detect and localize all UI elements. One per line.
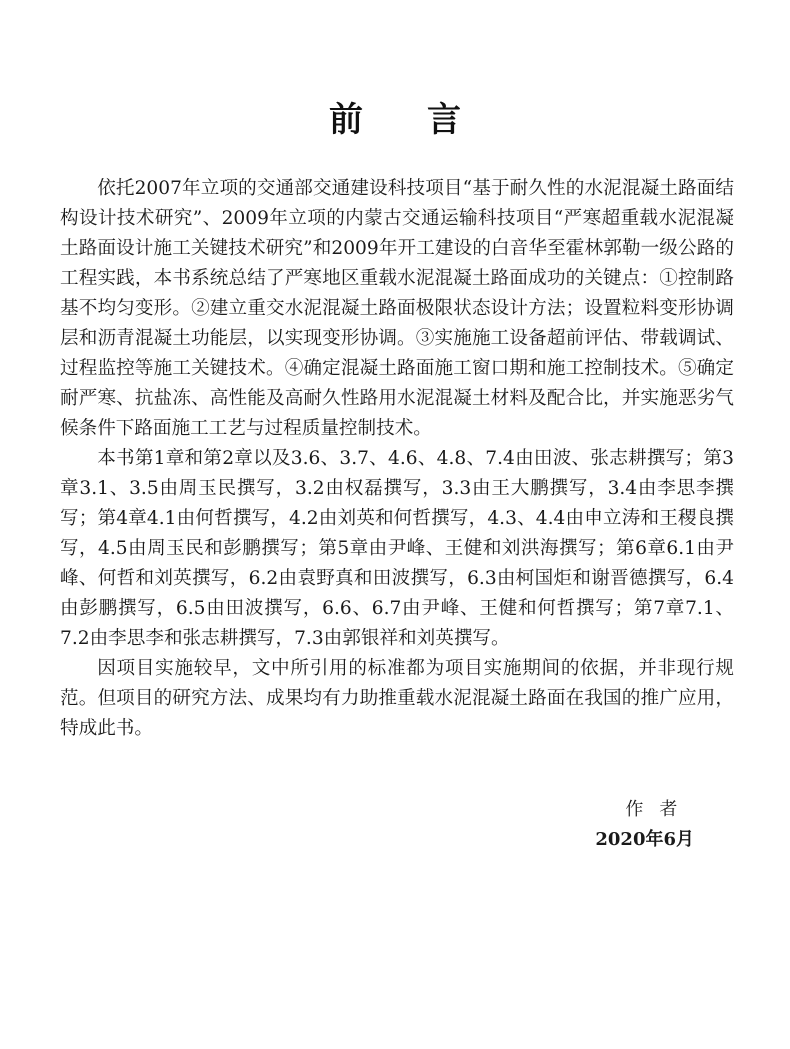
signature-block [595, 795, 694, 855]
paragraph-2: 本书第1章和第2章以及3.6、3.7、4.6、4.8、7.4由田波、张志耕撰写；第3章3.1、3.5由周玉民撰写，3.2由权磊撰写，3.3由王大鹏撰写，3.4由李思李撰写；第4章4.1由何哲撰写，4.2由刘英和何哲撰写，4.3、4.4由申立涛和王稷良撰写，4.5由周玉民和彭鹏撰写；第5章由尹峰、王健和刘洪海撰写；第6章6.1由尹峰、何哲和刘英撰写，6.2由袁野真和田波撰写，6.3由柯国炬和谢晋德撰写，6.4由彭鹏撰写，6.5由田波撰写，6.6、6.7由尹峰、王健和何哲撰写；第7章7.1、7.2由李思李和张志耕撰写，7.3由郭银祥和刘英撰写。 [60, 448, 734, 649]
page-title: 前言 [329, 100, 525, 140]
paragraph-1: 依托2007年立项的交通部交通建设科技项目“基于耐久性的水泥混凝土路面结构设计技术研究”、2009年立项的内蒙古交通运输科技项目“严寒超重载水泥混凝土路面设计施工关键技术研究”和2009年开工建设的白音华至霍林郭勒一级公路的工程实践，本书系统总结了严寒地区重载水泥混凝土路面成功的关键点：①控制路基不均匀变形。②建立重交水泥混凝土路面极限状态设计方法；设置粒料变形协调层和沥青混凝土功能层，以实现变形协调。③实施施工设备超前评估、带载调试、过程监控等施工关键技术。④确定混凝土路面施工窗口期和施工控制技术。⑤确定耐严寒、抗盐冻、高性能及高耐久性路用水泥混凝土材料及配合比，并实施恶劣气候条件下路面施工工艺与过程质量控制技术。 [60, 178, 734, 439]
signature-date: 2020年6月 [595, 829, 694, 850]
paragraph-3: 因项目实施较早，文中所引用的标准都为项目实施期间的依据，并非现行规范。但项目的研究方法、成果均有力助推重载水泥混凝土路面在我国的推广应用，特成此书。 [60, 658, 734, 739]
preface-body [60, 174, 734, 744]
signature-author: 作者 [625, 799, 694, 820]
